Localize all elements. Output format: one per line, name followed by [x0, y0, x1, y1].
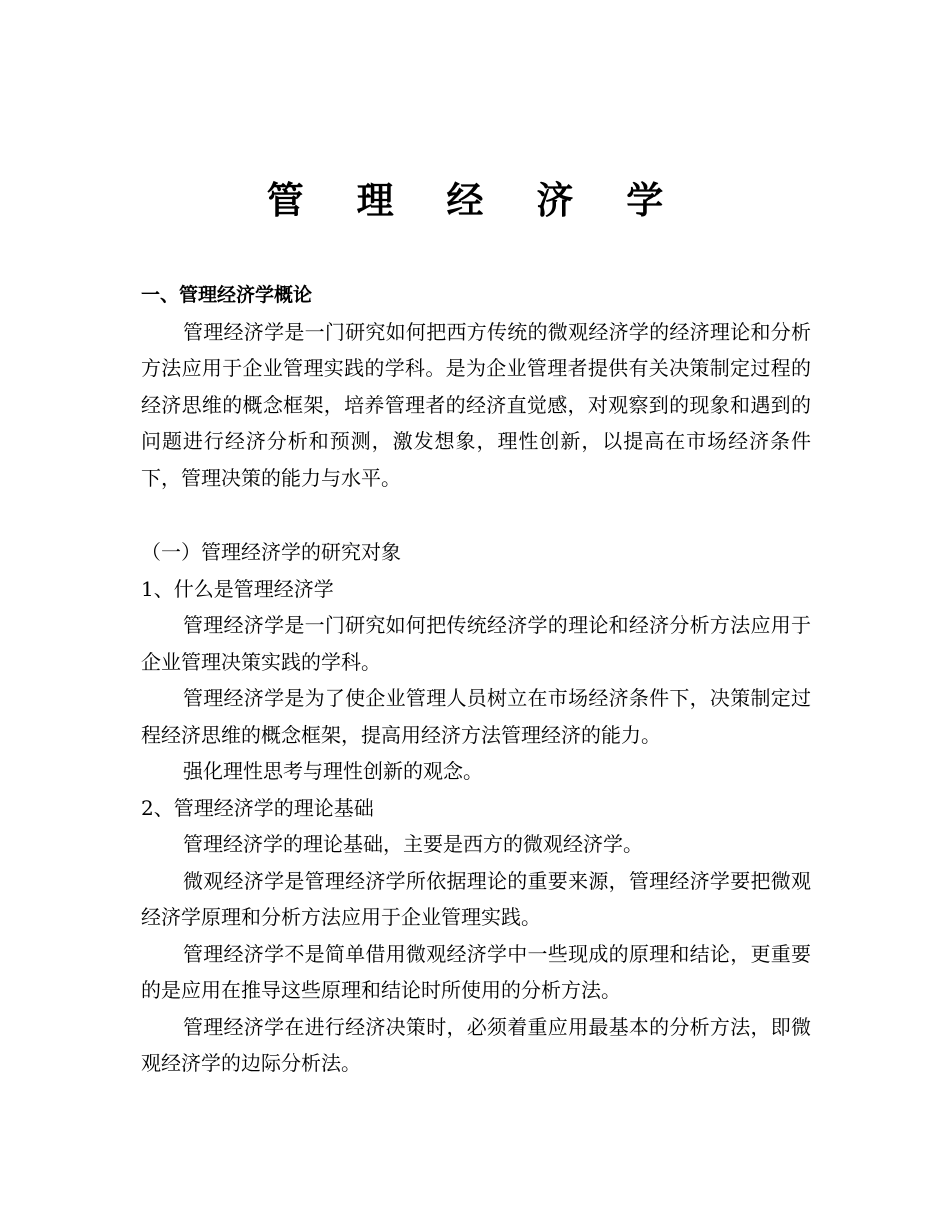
item-heading-2: 2、管理经济学的理论基础: [141, 795, 374, 820]
document-body: [141, 277, 811, 1082]
item2-paragraph-1: 管理经济学的理论基础，主要是西方的微观经济学。: [183, 832, 643, 856]
section-heading: 一、管理经济学概论: [141, 284, 313, 306]
subsection-heading: （一）管理经济学的研究对象: [141, 540, 401, 564]
item1-paragraph-2: 管理经济学是为了使企业管理人员树立在市场经济条件下，决策制定过程经济思维的概念框架，提高用经济方法管理经济的能力。: [141, 686, 811, 747]
item2-paragraph-2: 微观经济学是管理经济学所依据理论的重要来源，管理经济学要把微观经济学原理和分析方法应用于企业管理实践。: [141, 868, 811, 929]
item1-paragraph-1: 管理经济学是一门研究如何把传统经济学的理论和经济分析方法应用于企业管理决策实践的学科。: [141, 613, 811, 674]
item2-paragraph-4: 管理经济学在进行经济决策时，必须着重应用最基本的分析方法，即微观经济学的边际分析法。: [141, 1014, 811, 1075]
document-title: 管 理 经 济 学: [266, 179, 684, 222]
intro-paragraph: 管理经济学是一门研究如何把西方传统的微观经济学的经济理论和分析方法应用于企业管理实践的学科。是为企业管理者提供有关决策制定过程的经济思维的概念框架，培养管理者的经济直觉感，对观察到的现象和遇到的问题进行经济分析和预测，激发想象，理性创新，以提高在市场经济条件下，管理决策的能力与水平。: [141, 319, 811, 490]
section-spacer: [141, 496, 811, 534]
item1-paragraph-3: 强化理性思考与理性创新的观念。: [183, 759, 483, 783]
item-heading-1: 1、什么是管理经济学: [141, 576, 334, 601]
item2-paragraph-3: 管理经济学不是简单借用微观经济学中一些现成的原理和结论，更重要的是应用在推导这些原理和结论时所使用的分析方法。: [141, 941, 811, 1002]
